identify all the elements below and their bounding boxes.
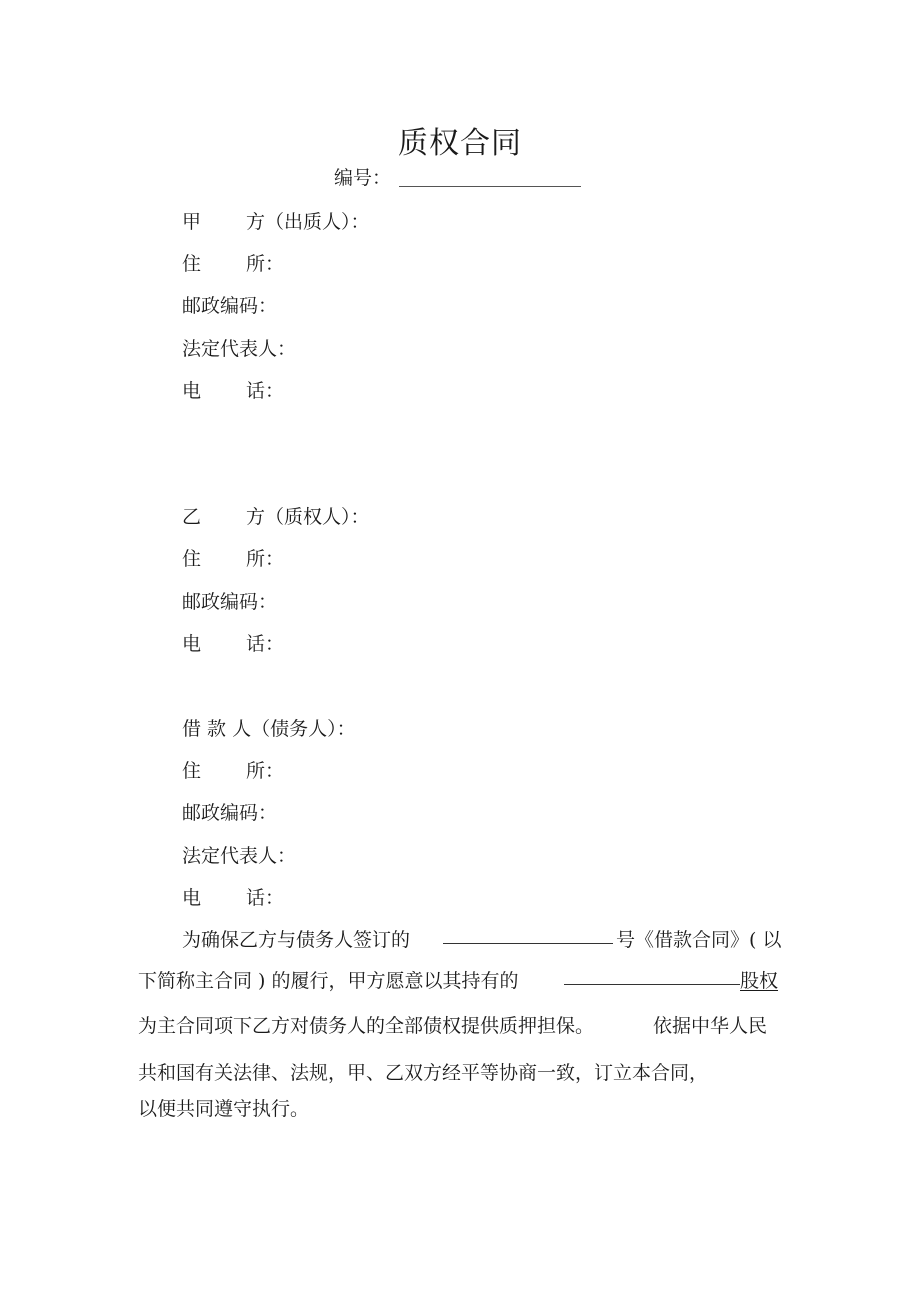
contract-number-label: 编号： bbox=[334, 167, 392, 189]
document-title: 质权合同 bbox=[398, 126, 522, 161]
borrower-phone-label-2: 话： bbox=[246, 887, 285, 909]
body-line-3-a: 为主合同项下乙方对债务人的全部债权提供质押担保。 bbox=[138, 1015, 595, 1037]
party-b-label-1: 乙 bbox=[182, 506, 202, 528]
party-b-phone-label-2: 话： bbox=[246, 633, 285, 655]
party-a-postcode-label: 邮政编码： bbox=[182, 295, 278, 317]
equity-blank bbox=[564, 966, 740, 985]
body-line-2-b: 股权 bbox=[740, 970, 779, 992]
party-a-address-label-1: 住 bbox=[182, 253, 202, 275]
party-a-phone-label-1: 电 bbox=[182, 380, 202, 402]
borrower-phone-label-1: 电 bbox=[182, 887, 202, 909]
body-line-1-a: 为确保乙方与债务人签订的 bbox=[182, 929, 411, 951]
body-line-5: 以便共同遵守执行。 bbox=[138, 1098, 310, 1120]
party-a-phone-label-2: 话： bbox=[246, 380, 285, 402]
party-b-postcode-label: 邮政编码： bbox=[182, 591, 278, 613]
borrower-legal-rep-label: 法定代表人： bbox=[182, 845, 297, 867]
borrower-address-label-2: 所： bbox=[246, 760, 285, 782]
party-b-phone-label-1: 电 bbox=[182, 633, 202, 655]
body-line-1-b: 号《借款合同》( 以 bbox=[616, 929, 782, 951]
body-line-2-a: 下简称主合同 ) 的履行，甲方愿意以其持有的 bbox=[138, 970, 519, 992]
party-b-label-2: 方（质权人）： bbox=[246, 506, 370, 528]
party-b-address-label-1: 住 bbox=[182, 548, 202, 570]
party-b-address-label-2: 所： bbox=[246, 548, 285, 570]
party-a-legal-rep-label: 法定代表人： bbox=[182, 338, 297, 360]
borrower-label: 借 款 人（债务人）： bbox=[182, 718, 356, 740]
borrower-postcode-label: 邮政编码： bbox=[182, 802, 278, 824]
contract-number-blank bbox=[399, 186, 581, 187]
body-line-4: 共和国有关法律、法规，甲、乙双方经平等协商一致，订立本合同， bbox=[138, 1062, 709, 1084]
body-line-3-b: 依据中华人民 bbox=[653, 1015, 768, 1037]
party-a-label-1: 甲 bbox=[182, 211, 202, 233]
party-a-address-label-2: 所： bbox=[246, 253, 285, 275]
borrower-address-label-1: 住 bbox=[182, 760, 202, 782]
party-a-label-2: 方（出质人）： bbox=[246, 211, 370, 233]
loan-contract-number-blank bbox=[443, 925, 613, 944]
